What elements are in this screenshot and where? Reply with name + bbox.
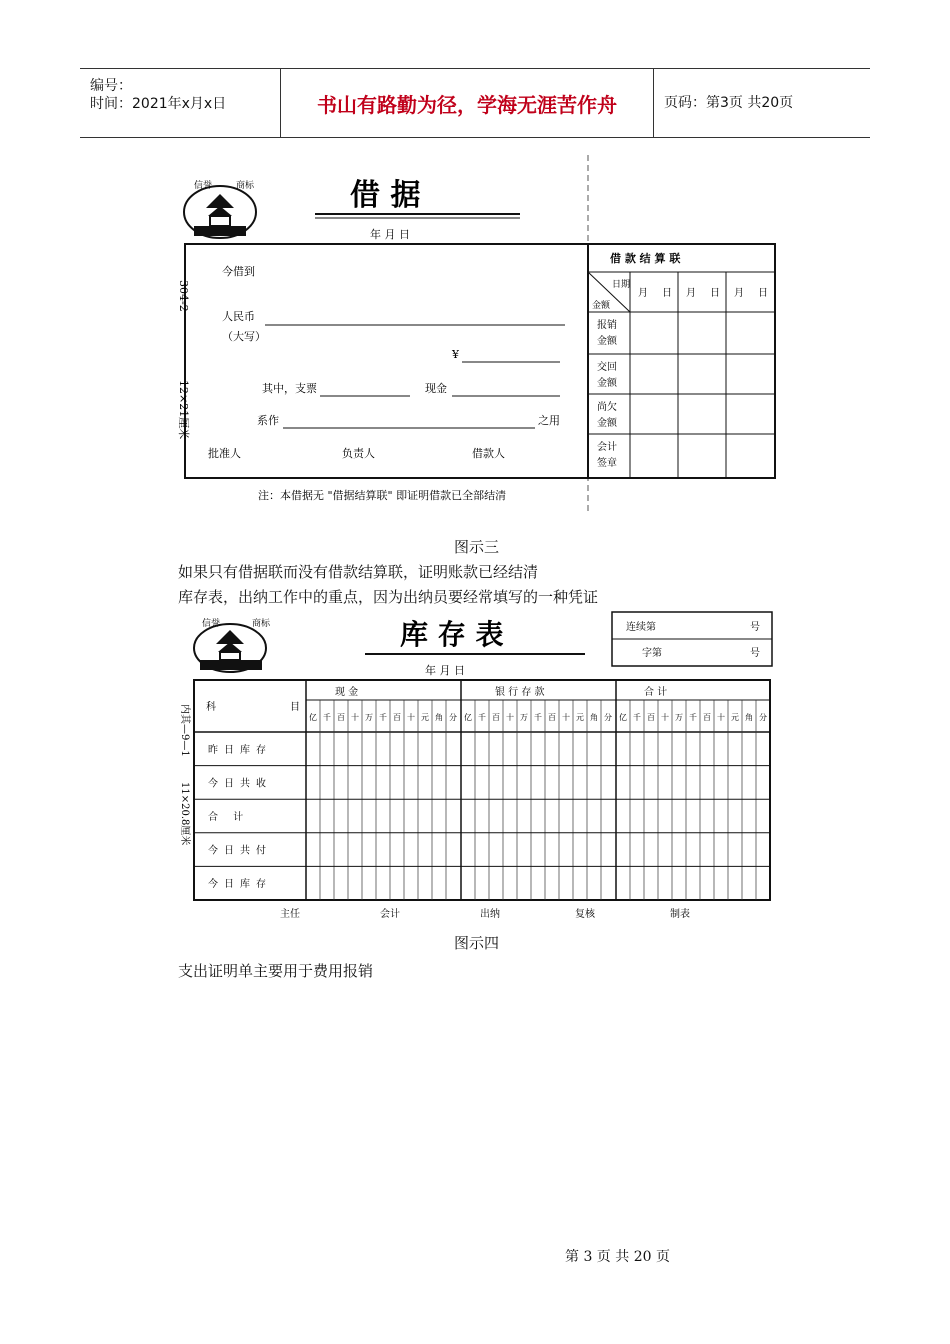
settle-row-label: 尚欠 <box>597 402 617 413</box>
digit-unit-header: 百 <box>337 713 345 722</box>
digit-unit-header: 万 <box>365 713 373 722</box>
serial-number-suffix: 号 <box>750 622 760 633</box>
digit-unit-header: 千 <box>689 713 697 722</box>
serial-number-label: 连续第 <box>626 622 656 633</box>
settlement-stub <box>588 244 775 478</box>
logo-text-right: 商标 <box>236 181 255 191</box>
settle-month-header: 月 <box>638 288 648 299</box>
digit-unit-header: 元 <box>731 713 739 722</box>
header-page-cell <box>654 69 870 137</box>
digit-unit-header: 百 <box>548 713 556 722</box>
digit-unit-header: 角 <box>745 713 753 722</box>
settle-row-label: 报销 <box>597 320 617 331</box>
form-code-side: 内其—9—1 <box>179 704 190 757</box>
field-capital-label: （大写） <box>222 330 266 343</box>
word-number-label: 字第 <box>642 648 662 659</box>
digit-unit-header: 元 <box>421 713 429 722</box>
digit-unit-header: 分 <box>759 713 767 722</box>
inventory-footer-label: 会计 <box>380 909 400 920</box>
settlement-title: 借 款 结 算 联 <box>610 252 681 265</box>
digit-unit-header: 十 <box>351 713 359 722</box>
digit-unit-header: 千 <box>478 713 486 722</box>
digit-unit-header: 千 <box>633 713 641 722</box>
digit-unit-header: 十 <box>562 713 570 722</box>
digit-unit-header: 百 <box>492 713 500 722</box>
document-time-label: 时间：2021年x月x日 <box>90 96 227 112</box>
temple-logo <box>194 617 271 672</box>
field-use-label: 之用 <box>538 414 560 427</box>
header-motto-cell <box>281 69 654 137</box>
settle-row-label: 签章 <box>597 458 617 469</box>
settle-row-label: 交回 <box>597 362 617 373</box>
header-motto: 书山有路勤为径，学海无涯苦作舟 <box>317 92 617 117</box>
settle-row-label: 金额 <box>597 336 617 347</box>
digit-unit-header: 千 <box>379 713 387 722</box>
paragraph-2: 库存表，出纳工作中的重点，因为出纳员要经常填写的一种凭证 <box>178 588 599 606</box>
field-rmb-label: 人民币 <box>222 310 255 323</box>
digit-unit-header: 百 <box>393 713 401 722</box>
digit-unit-header: 十 <box>661 713 669 722</box>
logo-text-left: 信誉 <box>194 181 213 191</box>
digit-unit-header: 亿 <box>619 713 627 722</box>
settle-row-label: 会计 <box>597 442 617 453</box>
settle-row-label: 金额 <box>597 378 617 389</box>
digit-unit-header: 万 <box>675 713 683 722</box>
group-cash-header: 现 金 <box>335 687 359 698</box>
inventory-footer-label: 主任 <box>280 909 300 920</box>
group-bank-header: 银 行 存 款 <box>495 687 545 698</box>
form-code-side: 304-2 <box>177 280 190 312</box>
settle-day-header: 日 <box>758 288 768 299</box>
settle-diag-top: 日期 <box>612 280 631 290</box>
inventory-row-label: 合 计 <box>208 812 250 823</box>
group-total-header: 合 计 <box>644 687 668 698</box>
document-number-label: 编号： <box>90 78 132 94</box>
paragraph-1: 如果只有借据联而没有借款结算联，证明账款已经结清 <box>178 563 539 581</box>
digit-unit-header: 千 <box>534 713 542 722</box>
corner-label-left: 科 <box>206 702 216 713</box>
digit-unit-header: 亿 <box>464 713 472 722</box>
paragraph-3: 支出证明单主要用于费用报销 <box>178 962 374 980</box>
inventory-row-label: 今日共付 <box>208 845 272 857</box>
inventory-form-date: 年 月 日 <box>425 664 465 677</box>
inventory-footer-label: 复核 <box>575 909 595 920</box>
field-borrow-label: 今借到 <box>222 265 255 278</box>
digit-unit-header: 万 <box>520 713 528 722</box>
digit-unit-header: 分 <box>604 713 612 722</box>
digit-unit-header: 十 <box>506 713 514 722</box>
field-cheque-label: 其中，支票 <box>262 382 317 395</box>
header-page-label: 页码：第3页 共20页 <box>664 95 794 111</box>
field-cash-label: 现金 <box>425 382 447 395</box>
inventory-table <box>194 680 770 900</box>
digit-unit-header: 角 <box>590 713 598 722</box>
digit-unit-header: 千 <box>323 713 331 722</box>
digit-unit-header: 分 <box>449 713 457 722</box>
settle-diag-bottom: 金额 <box>592 301 611 311</box>
loan-form-title: 借 据 <box>350 178 421 213</box>
corner-label-right: 目 <box>290 702 300 713</box>
field-yen-label: ¥ <box>452 348 459 361</box>
logo-text-left: 信誉 <box>202 619 221 629</box>
logo-text-right: 商标 <box>252 619 271 629</box>
page-header <box>80 68 870 138</box>
digit-unit-header: 角 <box>435 713 443 722</box>
settle-day-header: 日 <box>662 288 672 299</box>
field-purpose-label: 系作 <box>257 414 279 427</box>
sign-borrower-label: 借款人 <box>472 447 505 460</box>
inventory-row-label: 今日库存 <box>208 879 272 891</box>
digit-unit-header: 十 <box>407 713 415 722</box>
loan-form-date: 年 月 日 <box>370 228 410 241</box>
sign-manager-label: 负责人 <box>342 447 375 460</box>
digit-unit-header: 亿 <box>309 713 317 722</box>
settle-day-header: 日 <box>710 288 720 299</box>
form-size-side: 11×20.8厘米 <box>179 782 190 846</box>
inventory-row-label: 今日共收 <box>208 778 272 790</box>
settle-row-label: 金额 <box>597 418 617 429</box>
sign-approver-label: 批准人 <box>208 447 241 460</box>
figure4-caption: 图示四 <box>454 934 500 952</box>
word-number-suffix: 号 <box>750 648 760 659</box>
figure3-caption: 图示三 <box>454 538 500 556</box>
loan-form-note: 注：本借据无 "借据结算联" 即证明借款已全部结清 <box>258 489 507 502</box>
digit-unit-header: 百 <box>703 713 711 722</box>
settle-month-header: 月 <box>686 288 696 299</box>
header-meta-cell <box>80 69 281 137</box>
inventory-footer-label: 出纳 <box>480 909 500 920</box>
inventory-form-title: 库 存 表 <box>400 618 504 651</box>
form-size-side: 12×21厘米 <box>177 380 190 440</box>
loan-receipt-form <box>160 150 790 520</box>
temple-logo <box>184 179 256 238</box>
inventory-row-label: 昨日库存 <box>208 744 272 756</box>
inventory-footer-label: 制表 <box>670 909 690 920</box>
inventory-form <box>170 604 780 924</box>
digit-unit-header: 百 <box>647 713 655 722</box>
settle-month-header: 月 <box>734 288 744 299</box>
digit-unit-header: 十 <box>717 713 725 722</box>
page-footer: 第 3 页 共 20 页 <box>565 1249 670 1265</box>
digit-unit-header: 元 <box>576 713 584 722</box>
